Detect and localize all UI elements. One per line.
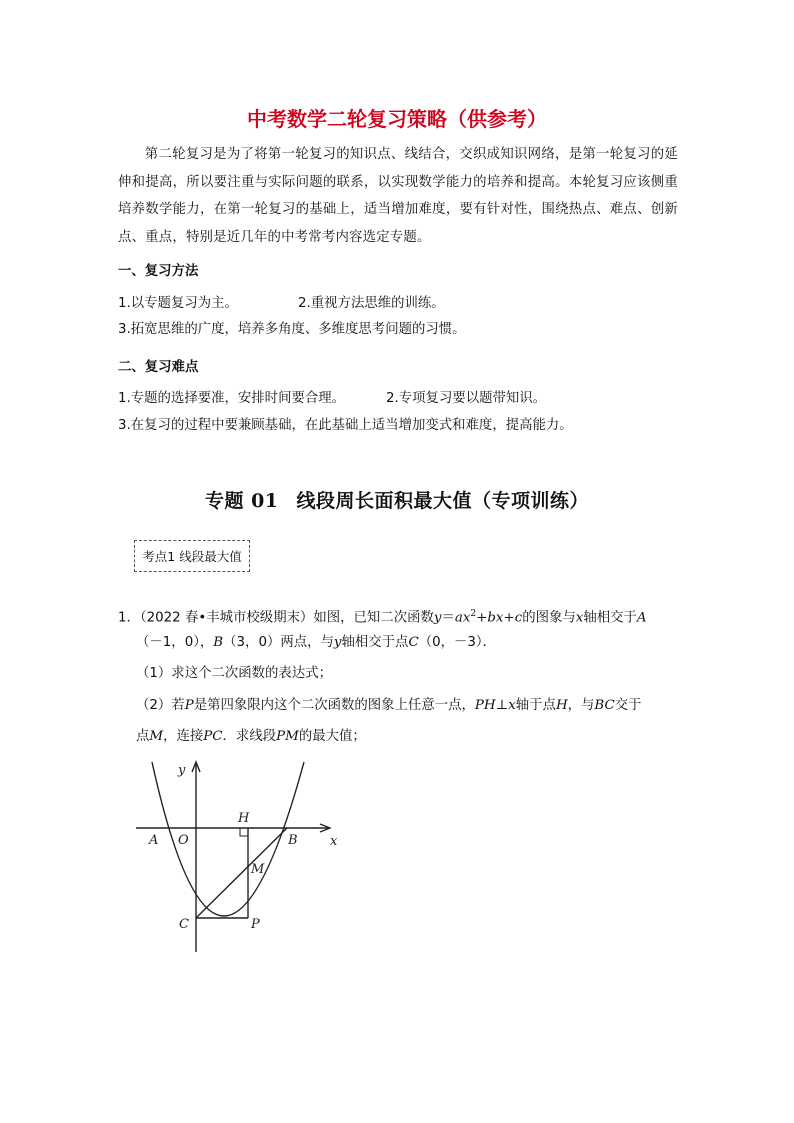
label-x: x	[330, 834, 338, 849]
question-text: ，连接	[163, 729, 204, 744]
label-y: y	[178, 763, 186, 778]
section-heading-difficulties: 二、复习难点	[118, 360, 199, 375]
topic-heading	[0, 486, 794, 513]
var-A: A	[636, 610, 647, 626]
formula-ax: ax	[454, 610, 471, 626]
methods-item-3: 3.拓宽思维的广度，培养多角度、多维度思考问题的习惯。	[118, 322, 466, 337]
label-O: O	[178, 833, 189, 848]
formula-y: y	[433, 610, 442, 626]
question-text: 的图象与	[522, 610, 576, 626]
question-text: 轴相交于	[583, 610, 637, 626]
parabola-figure	[132, 760, 352, 960]
parabola-curve	[152, 762, 304, 916]
question-text: ．求线段	[222, 729, 277, 744]
question-part-1: （1）求这个二次函数的表达式；	[136, 666, 332, 681]
question-text: 轴相交于点	[341, 635, 409, 650]
page-title: 中考数学二轮复习策略（供参考）	[247, 107, 547, 131]
var-PH: PH	[474, 698, 496, 713]
formula-exponent: 2	[470, 609, 477, 619]
formula-rest: +bx+c	[476, 610, 523, 626]
intro-paragraph: 第二轮复习是为了将第一轮复习的知识点、线结合，交织成知识网络，是第一轮复习的延伸和提高，所以要注重与实际问题的联系，以实现数学能力的培养和提高。本轮复习应该侧重培养数学能力，在第一轮复习的基础上，适当增加难度，要有针对性，围绕热点、难点、创新点、重点，特别是近几年的中考常考内容选定专题。	[118, 147, 678, 245]
perp-symbol: ⊥	[495, 698, 509, 713]
var-C: C	[408, 635, 419, 650]
question-text: 是第四象限内这个二次函数的图象上任意一点，	[193, 698, 475, 713]
topic-tag-label: 考点1 线段最大值	[142, 549, 242, 564]
var-P: P	[184, 698, 194, 713]
question-text: 轴于点	[515, 698, 556, 713]
question-text: （2）若	[136, 698, 185, 713]
var-PM: PM	[276, 729, 299, 744]
var-H: H	[555, 698, 568, 713]
question-text: 点	[136, 729, 150, 744]
question-text: 的最大值；	[298, 729, 366, 744]
section-heading-methods: 一、复习方法	[118, 264, 199, 279]
methods-item-1: 1.以专题复习为主。	[118, 296, 238, 311]
question-text: （－1，0），	[136, 635, 214, 650]
question-number: 1．	[118, 610, 140, 626]
var-M: M	[149, 729, 164, 744]
label-H: H	[238, 811, 250, 826]
difficulties-item-1: 1.专题的选择要准，安排时间要合理。	[118, 391, 346, 406]
label-M: M	[251, 862, 265, 877]
difficulties-item-2: 2.专项复习要以题带知识。	[386, 391, 547, 406]
var-x: x	[508, 698, 516, 713]
topic-name: 线段周长面积最大值（专项训练）	[296, 490, 590, 512]
question-line-2	[136, 633, 496, 653]
topic-number: 专题 01	[204, 490, 279, 512]
label-P: P	[251, 917, 260, 932]
question-source: （2022 春•丰城市校级期末）	[139, 610, 314, 626]
right-angle-mark	[240, 828, 248, 836]
label-C: C	[179, 917, 189, 932]
question-text: 如图，已知二次函数	[313, 610, 434, 626]
difficulties-item-3: 3.在复习的过程中要兼顾基础，在此基础上适当增加变式和难度，提高能力。	[118, 418, 573, 433]
segment-CB	[196, 828, 287, 918]
question-line-1	[118, 604, 647, 628]
methods-item-2: 2.重视方法思维的训练。	[298, 296, 445, 311]
question-text: ，与	[567, 698, 595, 713]
formula-eq: ＝	[441, 610, 455, 626]
question-text: （0，－3）．	[418, 635, 496, 650]
question-text: （3，0）两点，与	[223, 635, 334, 650]
var-PC: PC	[203, 729, 223, 744]
var-x: x	[575, 610, 584, 626]
question-text: 交于	[614, 698, 642, 713]
label-B: B	[288, 833, 298, 848]
var-y: y	[333, 635, 342, 650]
var-BC: BC	[594, 698, 615, 713]
question-part-2-line-1	[136, 696, 642, 716]
var-B: B	[213, 635, 224, 650]
label-A: A	[149, 833, 159, 848]
topic-tag-box	[134, 540, 250, 572]
question-part-2-line-2	[136, 727, 366, 747]
